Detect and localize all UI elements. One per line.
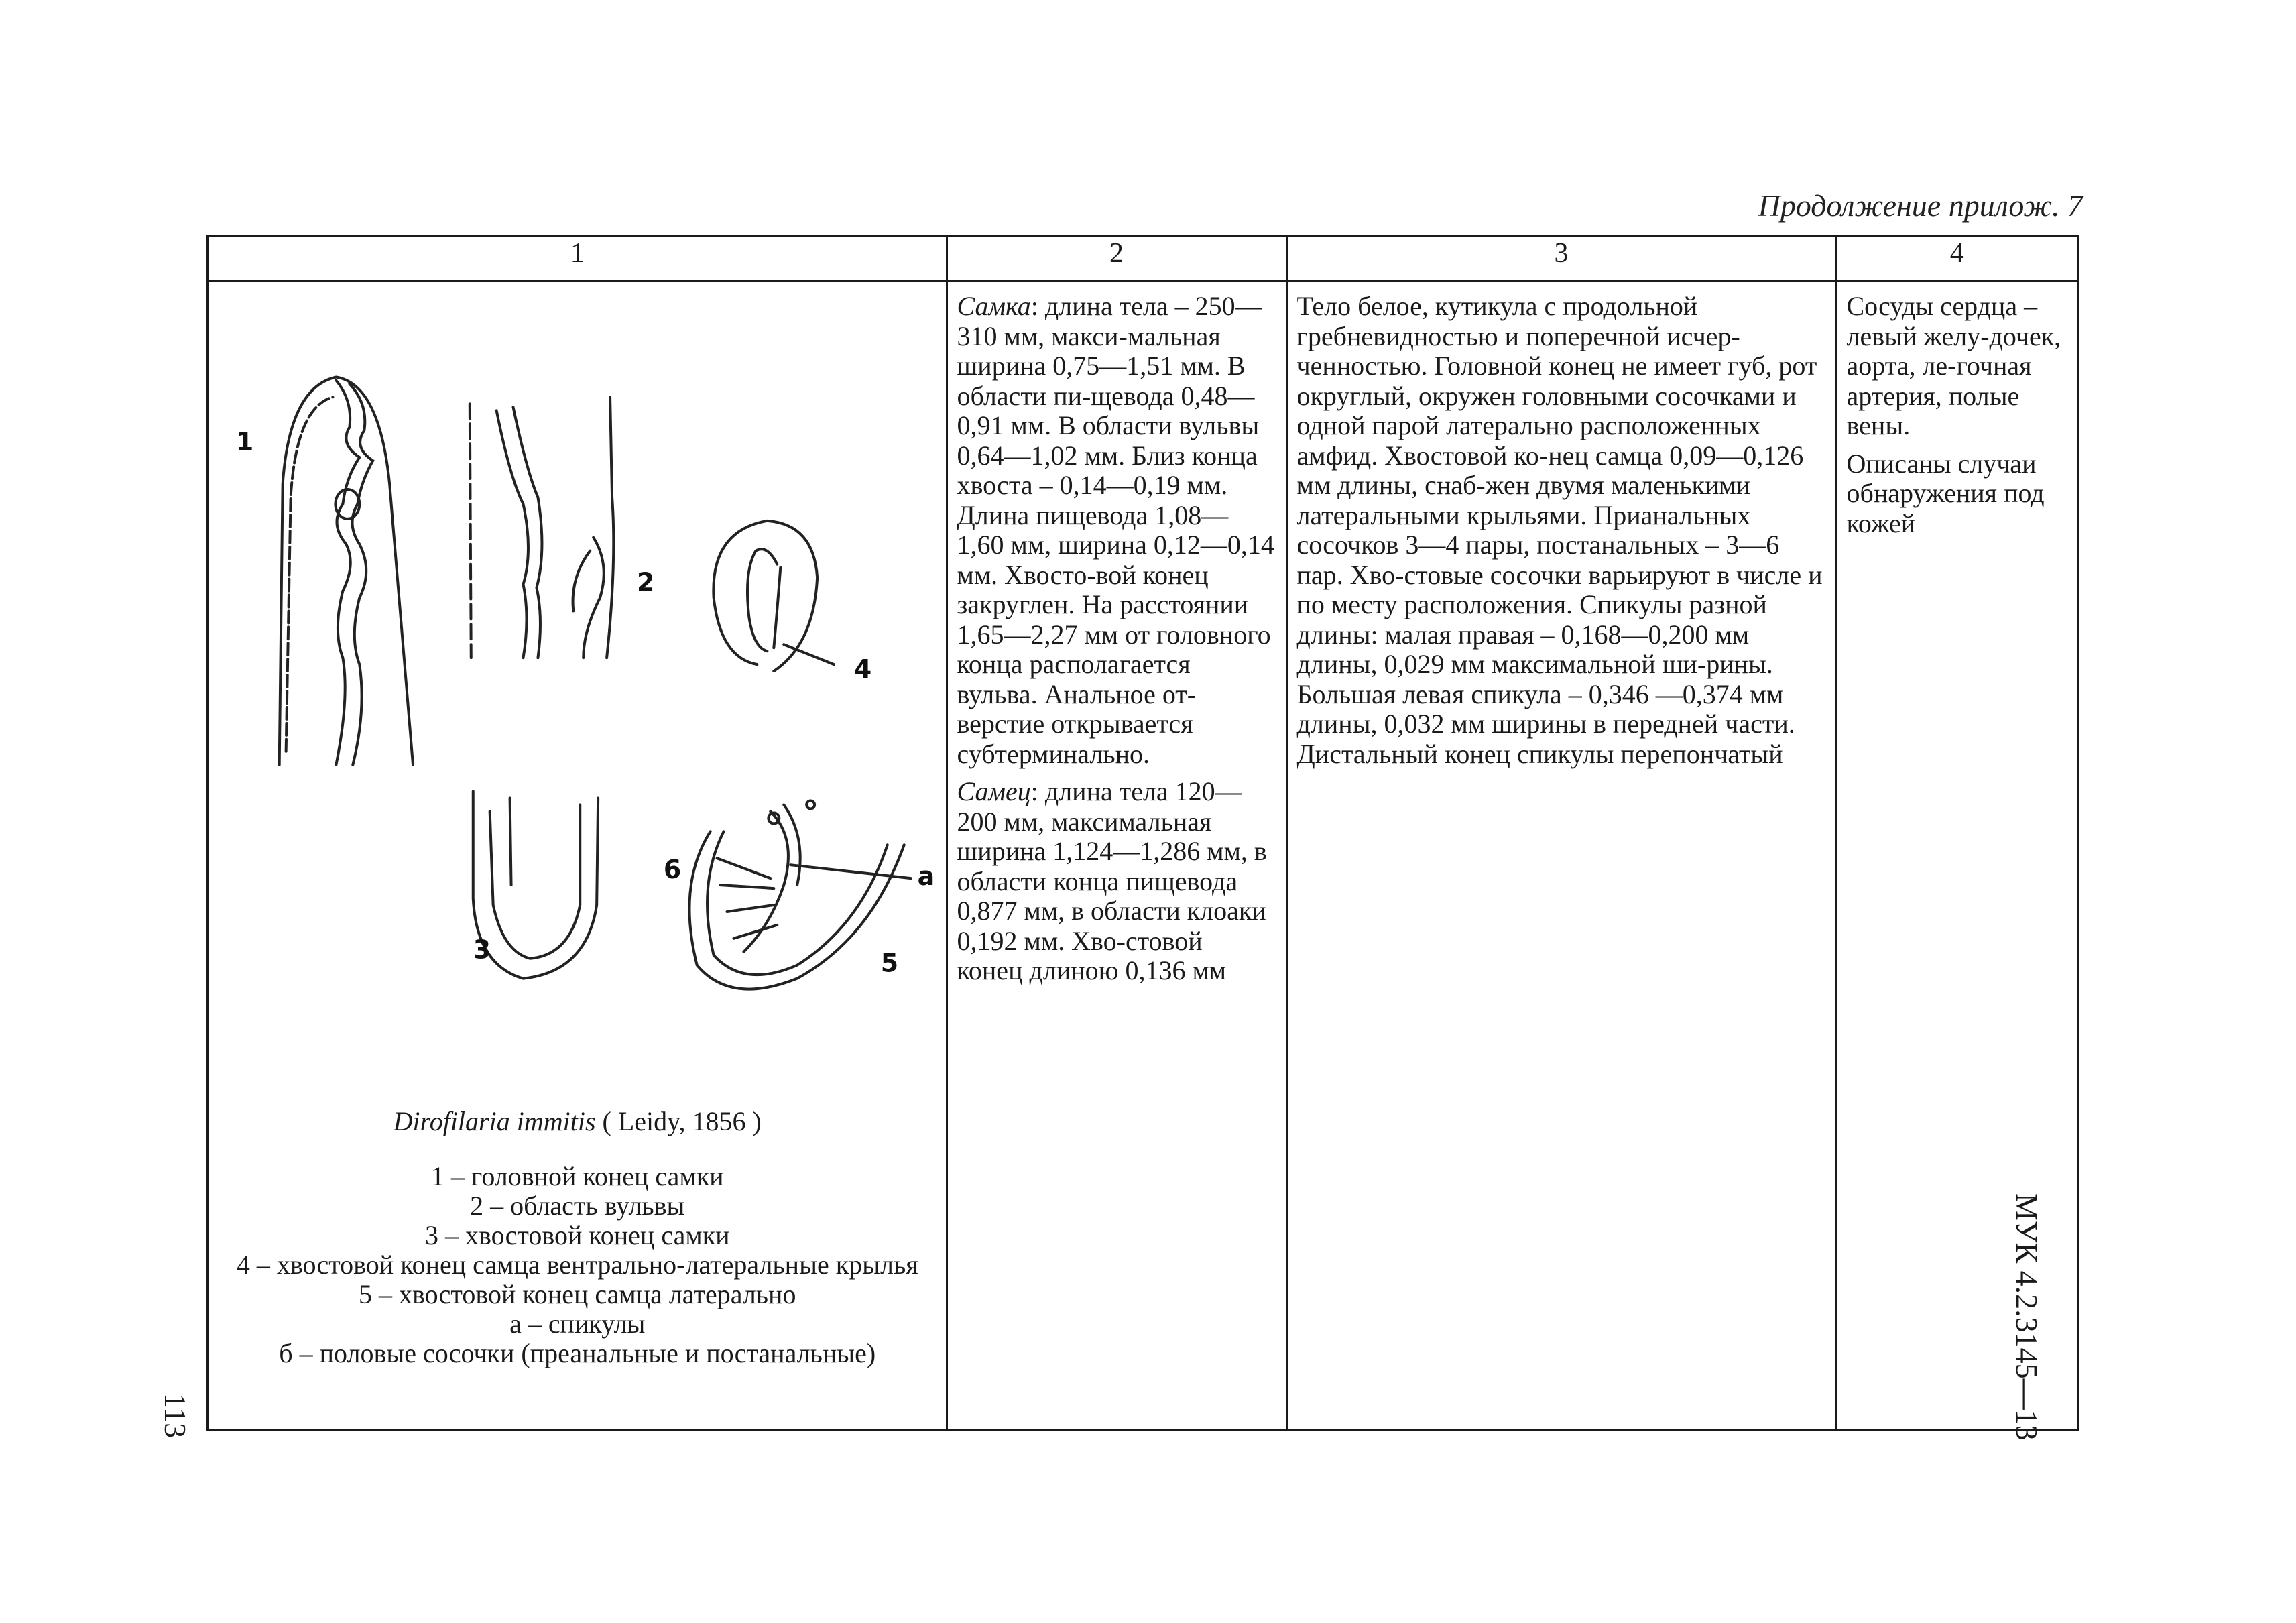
legend-item: 2 – область вульвы: [470, 1191, 685, 1221]
legend-item: а – спикулы: [509, 1309, 646, 1339]
continuation-note: Продолжение прилож. 7: [1758, 188, 2083, 223]
morphology-cell: [1286, 282, 1836, 1431]
species-name: [209, 1107, 946, 1136]
fig-label-5: 5: [880, 948, 899, 978]
female-description: [957, 292, 1275, 769]
legend-item: 4 – хвостовой конец самца вентрально-латеральные крылья: [236, 1250, 918, 1280]
fig-label-4: 4: [853, 654, 872, 684]
female-label: Самка: [957, 291, 1031, 321]
species-latin: Dirofilaria immitis: [393, 1106, 596, 1136]
legend-item: б – половые сосочки (преанальные и постанальные): [279, 1338, 876, 1368]
species-author: ( Leidy, 1856 ): [595, 1106, 762, 1136]
column-header: 1: [208, 236, 947, 282]
female-tail-drawing: [473, 792, 598, 979]
legend-item: 3 – хвостовой конец самки: [425, 1220, 730, 1250]
figure-caption: [209, 1107, 946, 1368]
nematode-figure: [209, 282, 946, 1107]
page-number: 113: [158, 1392, 193, 1439]
male-tail-ventral-drawing: [713, 521, 834, 671]
fig-label-2: 2: [636, 567, 655, 597]
vulva-drawing: [470, 397, 614, 658]
legend-item: 5 – хвостовой конец самца латерально: [359, 1279, 796, 1309]
fig-label-a: a: [917, 861, 935, 892]
document-code: МУК 4.2.3145—13: [2010, 1193, 2044, 1441]
female-head-drawing: [280, 377, 413, 765]
column-header: 4: [1836, 236, 2078, 282]
figure-cell: [208, 282, 947, 1431]
nematode-drawing: [209, 282, 946, 1107]
fig-label-6: 6: [663, 855, 682, 885]
fig-label-3: 3: [473, 935, 491, 965]
fig-label-1: 1: [235, 427, 254, 457]
localization-note: Описаны случаи обнаружения под кожей: [1846, 448, 2045, 538]
table-row: [208, 282, 2078, 1431]
male-label: Самец: [957, 776, 1031, 806]
measurements-cell: [947, 282, 1286, 1431]
morphology-text: Тело белое, кутикула с продольной гребневидностью и поперечной исчер-ченностью. Головной конец не имеет губ, рот округлый, окружен головными сосочками и одной парой латерально расположенных амфид. Хвостовой ко-нец самца 0,09—0,126 мм длины, снаб-жен двумя маленькими латеральными крыльями. Прианальных сосочков 3—4 пары, постанальных – 3—6 пар. Хво-стовые сосочки варьируют в числе и по месту расположения. Спикулы разной длины: малая правая – 0,168—0,200 мм длины, 0,029 мм максимальной ши-рины. Большая левая спикула – 0,346 —0,374 мм длины, 0,032 мм ширины в передней части. Дистальный конец спикулы перепончатый: [1296, 291, 1823, 769]
male-tail-lateral-drawing: [689, 800, 910, 989]
column-header: 3: [1286, 236, 1836, 282]
column-header: 2: [947, 236, 1286, 282]
male-description: [957, 777, 1275, 986]
legend-item: 1 – головной конец самки: [430, 1161, 724, 1191]
male-text: : длина тела 120—200 мм, максимальная ширина 1,124—1,286 мм, в области конца пищевода 0,877 мм, в области клоаки 0,192 мм. Хво-стовой конец длиною 0,136 мм: [957, 776, 1267, 985]
localization-text: Сосуды сердца – левый желу-дочек, аорта, ле-гочная артерия, полые вены.: [1846, 291, 2061, 440]
localization-cell: [1836, 282, 2078, 1431]
female-text: : длина тела – 250—310 мм, макси-мальная ширина 0,75—1,51 мм. В области пи-щевода 0,48—0,91 мм. В области вульвы 0,64—1,02 мм. Близ конца хвоста – 0,14—0,19 мм. Длина пищевода 1,08—1,60 мм, ширина 0,12—0,14 мм. Хвосто-вой конец закруглен. На расстоянии 1,65—2,27 мм от головного конца располагается вульва. Анальное от-верстие открывается субтерминально.: [957, 291, 1274, 769]
header-row: [208, 236, 2078, 282]
appendix-table: [206, 235, 2079, 1431]
